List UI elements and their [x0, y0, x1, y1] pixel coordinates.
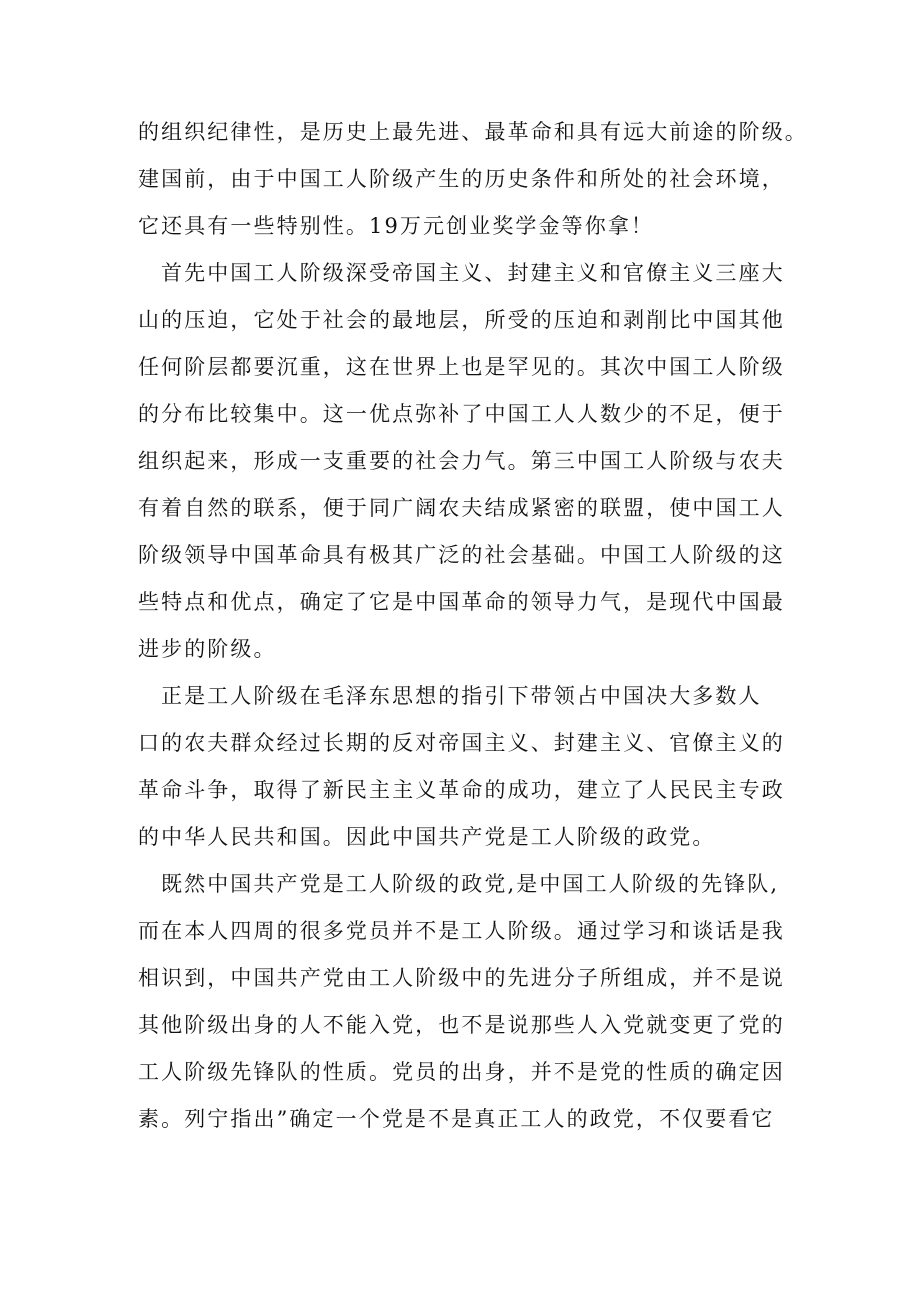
- text-line: 正是工人阶级在毛泽东思想的指引下带领占中国决大多数人: [161, 684, 762, 708]
- text-line: 首先中国工人阶级深受帝国主义、封建主义和官僚主义三座大: [161, 261, 785, 285]
- text-line: 它还具有一些特别性。19万元创业奖学金等你拿！: [138, 214, 655, 238]
- text-line: 有着自然的联系，便于同广阔农夫结成紧密的联盟，使中国工人: [138, 496, 785, 520]
- text-line: 阶级领导中国革命具有极其广泛的社会基础。中国工人阶级的这: [138, 543, 785, 567]
- text-line: 相识到，中国共产党由工人阶级中的先进分子所组成，并不是说: [138, 966, 785, 990]
- text-line: 的分布比较集中。这一优点弥补了中国工人人数少的不足，便于: [138, 402, 785, 426]
- text-line: 组织起来，形成一支重要的社会力气。第三中国工人阶级与农夫: [138, 449, 785, 473]
- text-line: 革命斗争，取得了新民主主义革命的成功，建立了人民民主专政: [138, 778, 785, 802]
- body-text: [138, 109, 808, 1143]
- text-line: 的中华人民共和国。因此中国共产党是工人阶级的政党。: [138, 825, 716, 849]
- text-line: 山的压迫，它处于社会的最地层，所受的压迫和剥削比中国其他: [138, 308, 785, 332]
- text-line: 任何阶层都要沉重，这在世界上也是罕见的。其次中国工人阶级: [138, 355, 785, 379]
- text-line: 工人阶级先锋队的性质。党员的出身，并不是党的性质的确定因: [138, 1060, 785, 1084]
- text-line: 些特点和优点，确定了它是中国革命的领导力气，是现代中国最: [138, 590, 785, 614]
- text-line: 进步的阶级。: [138, 637, 277, 661]
- text-line: 建国前，由于中国工人阶级产生的历史条件和所处的社会环境，: [138, 167, 785, 191]
- text-line: 的组织纪律性，是历史上最先进、最革命和具有远大前途的阶级。: [138, 120, 808, 144]
- text-line: 口的农夫群众经过长期的反对帝国主义、封建主义、官僚主义的: [138, 731, 785, 755]
- text-line: 素。列宁指出”确定一个党是不是真正工人的政党，不仅要看它: [138, 1107, 775, 1131]
- text-line: 既然中国共产党是工人阶级的政党,是中国工人阶级的先锋队,: [161, 872, 780, 896]
- text-line: 而在本人四周的很多党员并不是工人阶级。通过学习和谈话是我: [138, 919, 785, 943]
- text-line: 其他阶级出身的人不能入党，也不是说那些人入党就变更了党的: [138, 1013, 785, 1037]
